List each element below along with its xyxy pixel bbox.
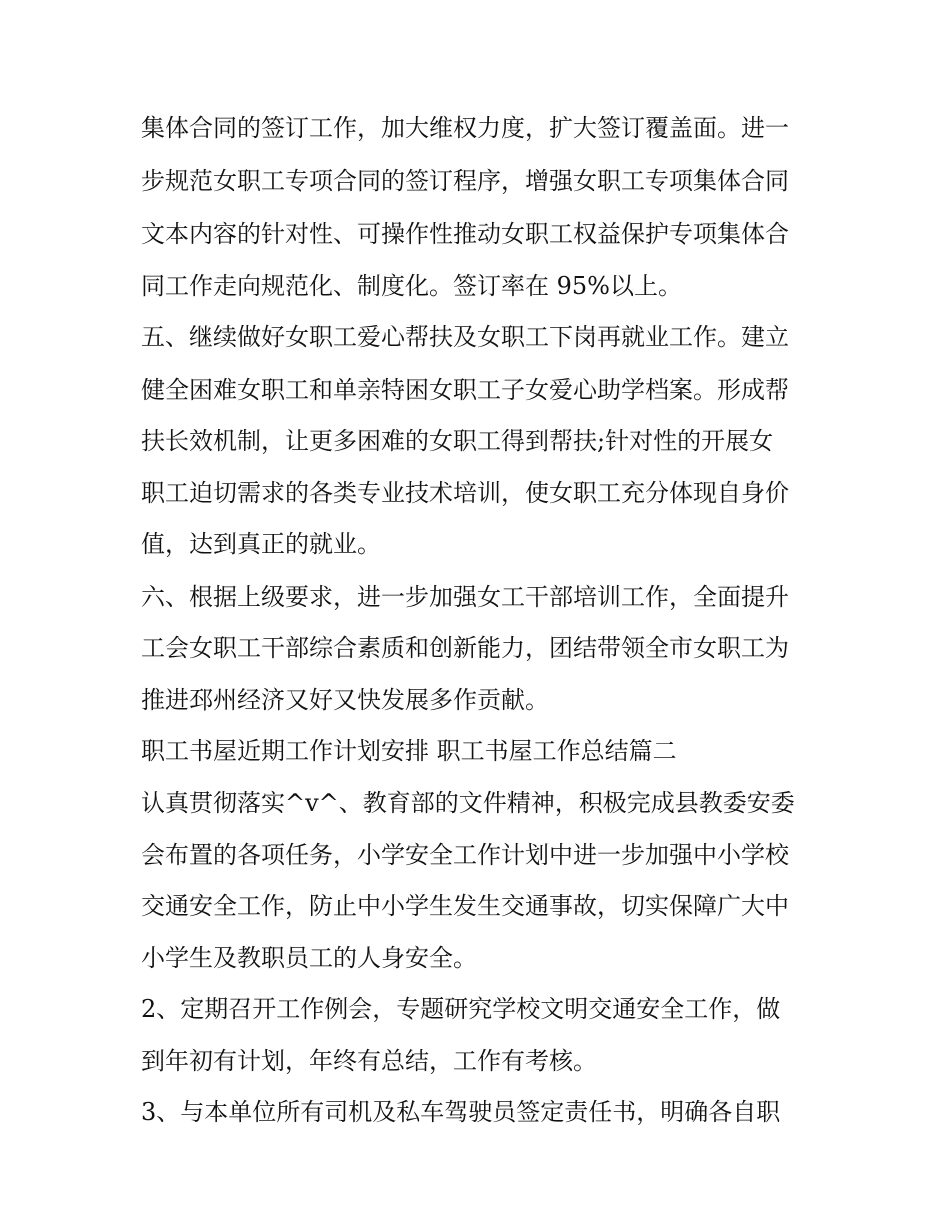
text-line: 2、定期召开工作例会，专题研究学校文明交通安全工作，做 — [141, 995, 781, 1023]
text-line: 健全困难女职工和单亲特困女职工子女爱心助学档案。形成帮 — [141, 376, 789, 404]
text-line: 小学生及教职员工的人身安全。 — [141, 944, 477, 972]
text-line: 五、继续做好女职工爱心帮扶及女职工下岗再就业工作。建立 — [141, 323, 789, 351]
text-line: 值，达到真正的就业。 — [141, 530, 381, 558]
text-line: 扶长效机制，让更多困难的女职工得到帮扶;针对性的开展女 — [141, 427, 774, 455]
text-line: 交通安全工作，防止中小学生发生交通事故，切实保障广大中 — [141, 892, 789, 920]
text-line: 工会女职工干部综合素质和创新能力，团结带领全市女职工为 — [141, 634, 789, 662]
text-line: 3、与本单位所有司机及私车驾驶员签定责任书，明确各自职 — [141, 1098, 781, 1126]
text-line: 推进邳州经济又好又快发展多作贡献。 — [141, 686, 549, 714]
text-line: 六、根据上级要求，进一步加强女工干部培训工作，全面提升 — [141, 583, 789, 611]
text-line: 集体合同的签订工作，加大维权力度，扩大签订覆盖面。进一 — [141, 114, 789, 142]
section-heading: 职工书屋近期工作计划安排 职工书屋工作总结篇二 — [141, 737, 677, 765]
text-line: 认真贯彻落实^v^、教育部的文件精神，积极完成县教委安委 — [141, 789, 795, 817]
text-line: 步规范女职工专项合同的签订程序，增强女职工专项集体合同 — [141, 167, 789, 195]
text-line: 文本内容的针对性、可操作性推动女职工权益保护专项集体合 — [141, 220, 789, 248]
text-line: 职工迫切需求的各类专业技术培训，使女职工充分体现自身价 — [141, 479, 789, 507]
text-line: 到年初有计划，年终有总结，工作有考核。 — [141, 1047, 597, 1075]
text-line: 会布置的各项任务，小学安全工作计划中进一步加强中小学校 — [141, 841, 789, 869]
text-line: 同工作走向规范化、制度化。签订率在 95%以上。 — [141, 272, 682, 300]
